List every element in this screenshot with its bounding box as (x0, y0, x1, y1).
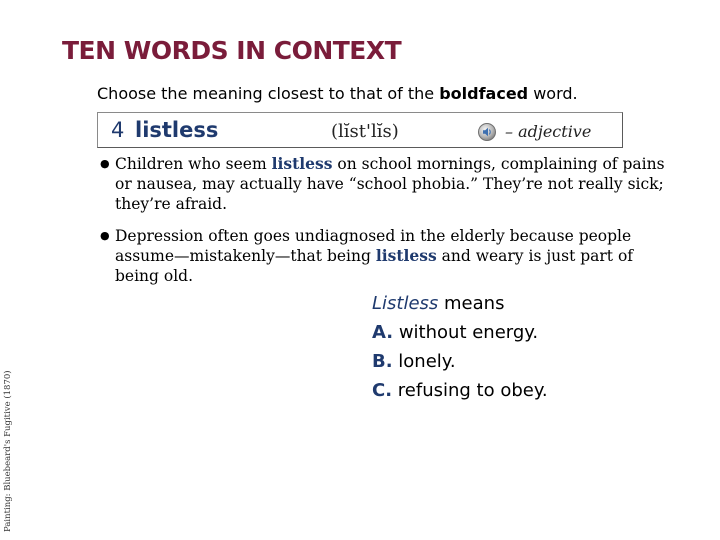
bullet-icon: ● (100, 229, 110, 242)
instruction-before: Choose the meaning closest to that of the (97, 84, 440, 103)
part-of-speech: – adjective (505, 122, 592, 141)
bullet-icon: ● (100, 157, 110, 170)
option-letter: A. (372, 322, 394, 343)
question-lead-word: Listless (372, 293, 439, 314)
example-text-after: and weary is just part of being old. (115, 247, 634, 285)
example-keyword: listless (271, 154, 333, 173)
option-letter: B. (372, 351, 393, 372)
answer-option-c[interactable] (372, 376, 548, 405)
example-sentence (100, 226, 670, 286)
answer-option-b[interactable] (372, 347, 548, 376)
example-text-after: on school mornings, complaining of pains or nausea, may actually have “school phobia.” They’re not really sick; they’re afraid. (115, 155, 665, 213)
pronunciation: (lĭst'lĭs) (331, 121, 399, 142)
instruction-text (97, 84, 578, 103)
option-text: without energy. (393, 322, 539, 343)
example-text-before: Children who seem (115, 155, 272, 173)
example-sentence (100, 154, 670, 214)
instruction-emphasis: boldfaced (439, 84, 529, 103)
option-text: refusing to obey. (392, 380, 548, 401)
example-text-before: Depression often goes undiagnosed in the elderly because people assume—mistakenly—that being (115, 227, 632, 265)
option-letter: C. (372, 380, 393, 401)
speaker-icon[interactable] (477, 122, 497, 142)
vocabulary-word: listless (135, 118, 219, 142)
question-prompt (372, 289, 548, 318)
page-title: TEN WORDS IN CONTEXT (62, 36, 402, 65)
example-sentences (100, 154, 670, 286)
example-keyword: listless (375, 246, 437, 265)
instruction-after: word. (528, 84, 578, 103)
question-lead-rest: means (438, 293, 505, 314)
vocabulary-word-box (97, 112, 623, 148)
answer-option-a[interactable] (372, 318, 548, 347)
side-credit: Painting: Bluebeard's Fugitive (1870) (3, 370, 13, 532)
multiple-choice-question (372, 289, 548, 405)
word-number: 4 (111, 118, 125, 142)
option-text: lonely. (392, 351, 456, 372)
